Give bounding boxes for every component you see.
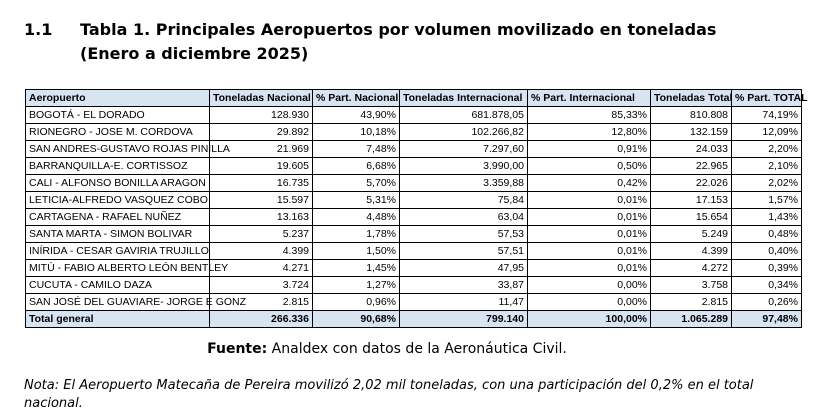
value-cell: 681.878,05 bbox=[400, 107, 528, 124]
value-cell: 3.758 bbox=[651, 277, 732, 294]
value-cell: 0,39% bbox=[732, 260, 802, 277]
value-cell: 22.026 bbox=[651, 175, 732, 192]
value-cell: 13.163 bbox=[210, 209, 313, 226]
airport-name-cell: SANTA MARTA - SIMON BOLIVAR bbox=[26, 226, 210, 243]
value-cell: 33,87 bbox=[400, 277, 528, 294]
value-cell: 2,20% bbox=[732, 141, 802, 158]
value-cell: 2.815 bbox=[651, 294, 732, 311]
value-cell: 6,68% bbox=[313, 158, 400, 175]
value-cell: 5.237 bbox=[210, 226, 313, 243]
table-row bbox=[26, 277, 802, 294]
value-cell: 15.654 bbox=[651, 209, 732, 226]
table-row bbox=[26, 158, 802, 175]
value-cell: 4.399 bbox=[651, 243, 732, 260]
footnote: Nota: El Aeropuerto Matecaña de Pereira movilizó 2,02 mil toneladas, con una participación del 0,2% en el total nacional. bbox=[24, 378, 754, 411]
value-cell: 1,57% bbox=[732, 192, 802, 209]
airports-table bbox=[25, 89, 808, 328]
value-cell: 47,95 bbox=[400, 260, 528, 277]
table-row bbox=[26, 107, 802, 124]
table-header-row bbox=[26, 90, 802, 107]
value-cell: 2,02% bbox=[732, 175, 802, 192]
value-cell: 16.735 bbox=[210, 175, 313, 192]
table-row bbox=[26, 124, 802, 141]
table-row bbox=[26, 209, 802, 226]
value-cell: 7.297,60 bbox=[400, 141, 528, 158]
value-cell: 2,10% bbox=[732, 158, 802, 175]
total-label-cell: Total general bbox=[26, 311, 210, 328]
value-cell: 0,34% bbox=[732, 277, 802, 294]
value-cell: 85,33% bbox=[528, 107, 651, 124]
value-cell: 0,01% bbox=[528, 260, 651, 277]
value-cell: 3.724 bbox=[210, 277, 313, 294]
value-cell: 4.272 bbox=[651, 260, 732, 277]
total-row bbox=[26, 311, 802, 328]
value-cell: 1,43% bbox=[732, 209, 802, 226]
column-header: Toneladas Total bbox=[651, 90, 732, 107]
value-cell: 1,27% bbox=[313, 277, 400, 294]
column-header: % Part. Internacional bbox=[528, 90, 651, 107]
value-cell: 0,01% bbox=[528, 209, 651, 226]
value-cell: 0,91% bbox=[528, 141, 651, 158]
column-header: Aeropuerto bbox=[26, 90, 210, 107]
value-cell: 57,51 bbox=[400, 243, 528, 260]
value-cell: 75,84 bbox=[400, 192, 528, 209]
column-header: % Part. TOTAL bbox=[732, 90, 802, 107]
value-cell: 12,09% bbox=[732, 124, 802, 141]
value-cell: 128.930 bbox=[210, 107, 313, 124]
airport-name-cell: LETICIA-ALFREDO VASQUEZ COBO bbox=[26, 192, 210, 209]
value-cell: 10,18% bbox=[313, 124, 400, 141]
value-cell: 0,26% bbox=[732, 294, 802, 311]
value-cell: 57,53 bbox=[400, 226, 528, 243]
value-cell: 1,78% bbox=[313, 226, 400, 243]
airport-name-cell: MITÚ - FABIO ALBERTO LEÓN BENTLEY bbox=[26, 260, 210, 277]
value-cell: 0,96% bbox=[313, 294, 400, 311]
source-label: Fuente: bbox=[207, 341, 268, 357]
airport-name-cell: BOGOTÁ - EL DORADO bbox=[26, 107, 210, 124]
value-cell: 0,42% bbox=[528, 175, 651, 192]
table-row bbox=[26, 243, 802, 260]
value-cell: 0,00% bbox=[528, 294, 651, 311]
value-cell: 0,01% bbox=[528, 243, 651, 260]
source-text: Analdex con datos de la Aeronáutica Civil. bbox=[267, 341, 567, 357]
value-cell: 5,31% bbox=[313, 192, 400, 209]
table-row bbox=[26, 175, 802, 192]
section-number: 1.1 bbox=[24, 20, 53, 39]
table-row bbox=[26, 294, 802, 311]
airport-name-cell: CALI - ALFONSO BONILLA ARAGON bbox=[26, 175, 210, 192]
table-body bbox=[26, 107, 802, 328]
value-cell: 2.815 bbox=[210, 294, 313, 311]
value-cell: 0,00% bbox=[528, 277, 651, 294]
airport-name-cell: SAN JOSÉ DEL GUAVIARE- JORGE E GONZ bbox=[26, 294, 210, 311]
value-cell: 1,45% bbox=[313, 260, 400, 277]
total-value-cell: 97,48% bbox=[732, 311, 802, 328]
value-cell: 43,90% bbox=[313, 107, 400, 124]
value-cell: 5.249 bbox=[651, 226, 732, 243]
value-cell: 4.271 bbox=[210, 260, 313, 277]
value-cell: 0,01% bbox=[528, 226, 651, 243]
value-cell: 12,80% bbox=[528, 124, 651, 141]
column-header: Toneladas Internacional bbox=[400, 90, 528, 107]
value-cell: 19.605 bbox=[210, 158, 313, 175]
value-cell: 74,19% bbox=[732, 107, 802, 124]
value-cell: 0,40% bbox=[732, 243, 802, 260]
table-row bbox=[26, 192, 802, 209]
value-cell: 22.965 bbox=[651, 158, 732, 175]
airport-name-cell: CUCUTA - CAMILO DAZA bbox=[26, 277, 210, 294]
airport-name-cell: RIONEGRO - JOSE M. CORDOVA bbox=[26, 124, 210, 141]
value-cell: 17.153 bbox=[651, 192, 732, 209]
column-header: Toneladas Nacional bbox=[210, 90, 313, 107]
value-cell: 15.597 bbox=[210, 192, 313, 209]
value-cell: 7,48% bbox=[313, 141, 400, 158]
value-cell: 0,01% bbox=[528, 192, 651, 209]
table-row bbox=[26, 226, 802, 243]
value-cell: 5,70% bbox=[313, 175, 400, 192]
table-row bbox=[26, 260, 802, 277]
value-cell: 4.399 bbox=[210, 243, 313, 260]
airport-name-cell: CARTAGENA - RAFAEL NUÑEZ bbox=[26, 209, 210, 226]
value-cell: 810.808 bbox=[651, 107, 732, 124]
value-cell: 21.969 bbox=[210, 141, 313, 158]
airport-name-cell: INÍRIDA - CESAR GAVIRIA TRUJILLO bbox=[26, 243, 210, 260]
value-cell: 1,50% bbox=[313, 243, 400, 260]
total-value-cell: 90,68% bbox=[313, 311, 400, 328]
total-value-cell: 799.140 bbox=[400, 311, 528, 328]
value-cell: 3.990,00 bbox=[400, 158, 528, 175]
value-cell: 0,48% bbox=[732, 226, 802, 243]
value-cell: 102.266,82 bbox=[400, 124, 528, 141]
value-cell: 132.159 bbox=[651, 124, 732, 141]
total-value-cell: 1.065.289 bbox=[651, 311, 732, 328]
table-title: Tabla 1. Principales Aeropuertos por volumen movilizado en toneladas (Enero a diciembre 2025) bbox=[80, 20, 717, 63]
total-value-cell: 100,00% bbox=[528, 311, 651, 328]
total-value-cell: 266.336 bbox=[210, 311, 313, 328]
column-header: % Part. Nacional bbox=[313, 90, 400, 107]
value-cell: 29.892 bbox=[210, 124, 313, 141]
value-cell: 4,48% bbox=[313, 209, 400, 226]
value-cell: 63,04 bbox=[400, 209, 528, 226]
source-line bbox=[0, 339, 774, 359]
value-cell: 11,47 bbox=[400, 294, 528, 311]
value-cell: 24.033 bbox=[651, 141, 732, 158]
table-row bbox=[26, 141, 802, 158]
value-cell: 3.359,88 bbox=[400, 175, 528, 192]
value-cell: 0,50% bbox=[528, 158, 651, 175]
airport-name-cell: SAN ANDRES-GUSTAVO ROJAS PINILLA bbox=[26, 141, 210, 158]
airport-name-cell: BARRANQUILLA-E. CORTISSOZ bbox=[26, 158, 210, 175]
